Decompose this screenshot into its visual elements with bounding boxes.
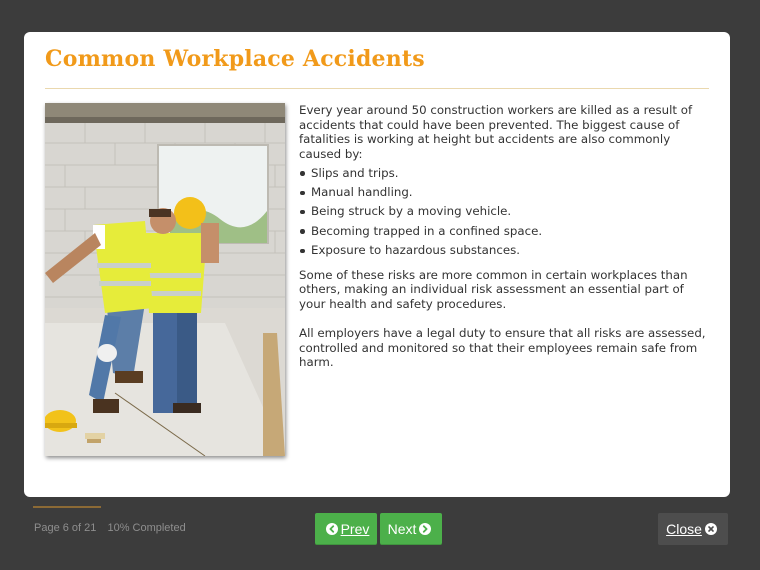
page-status [34,522,194,534]
progress-bar [33,506,101,508]
body-text [299,103,711,370]
next-button[interactable] [380,513,442,545]
list-item: Exposure to hazardous substances. [299,243,711,258]
close-button-label: Close [666,521,702,537]
chevron-left-icon [326,523,338,535]
list-item: Manual handling. [299,185,711,200]
list-item: Becoming trapped in a confined space. [299,224,711,239]
content-card [24,32,730,497]
injured-worker-photo [45,103,285,456]
page-title: Common Workplace Accidents [45,46,425,72]
employer-duty-paragraph: All employers have a legal duty to ensure that all risks are assessed, controlled and monitored so that their employees remain safe from harm. [299,325,706,370]
close-button[interactable] [658,513,728,545]
accident-cause-list [299,166,711,258]
title-divider [45,88,709,89]
close-icon [705,523,717,535]
prev-button[interactable] [315,513,377,545]
completion-indicator: 10% Completed [107,522,186,534]
list-item: Being struck by a moving vehicle. [299,204,711,219]
page-indicator: Page 6 of 21 [34,522,97,534]
intro-paragraph: Every year around 50 construction workers are killed as a result of accidents that could have been prevented. The biggest cause of fatalities is working at height but accidents are also commonly caused by: [299,103,693,162]
chevron-right-icon [419,523,431,535]
list-item: Slips and trips. [299,166,711,181]
next-button-label: Next [387,521,417,537]
risk-assessment-paragraph: Some of these risks are more common in certain workplaces than others, making an individual risk assessment an essential part of your health and safety procedures. [299,267,688,312]
prev-button-label: Prev [340,521,370,537]
